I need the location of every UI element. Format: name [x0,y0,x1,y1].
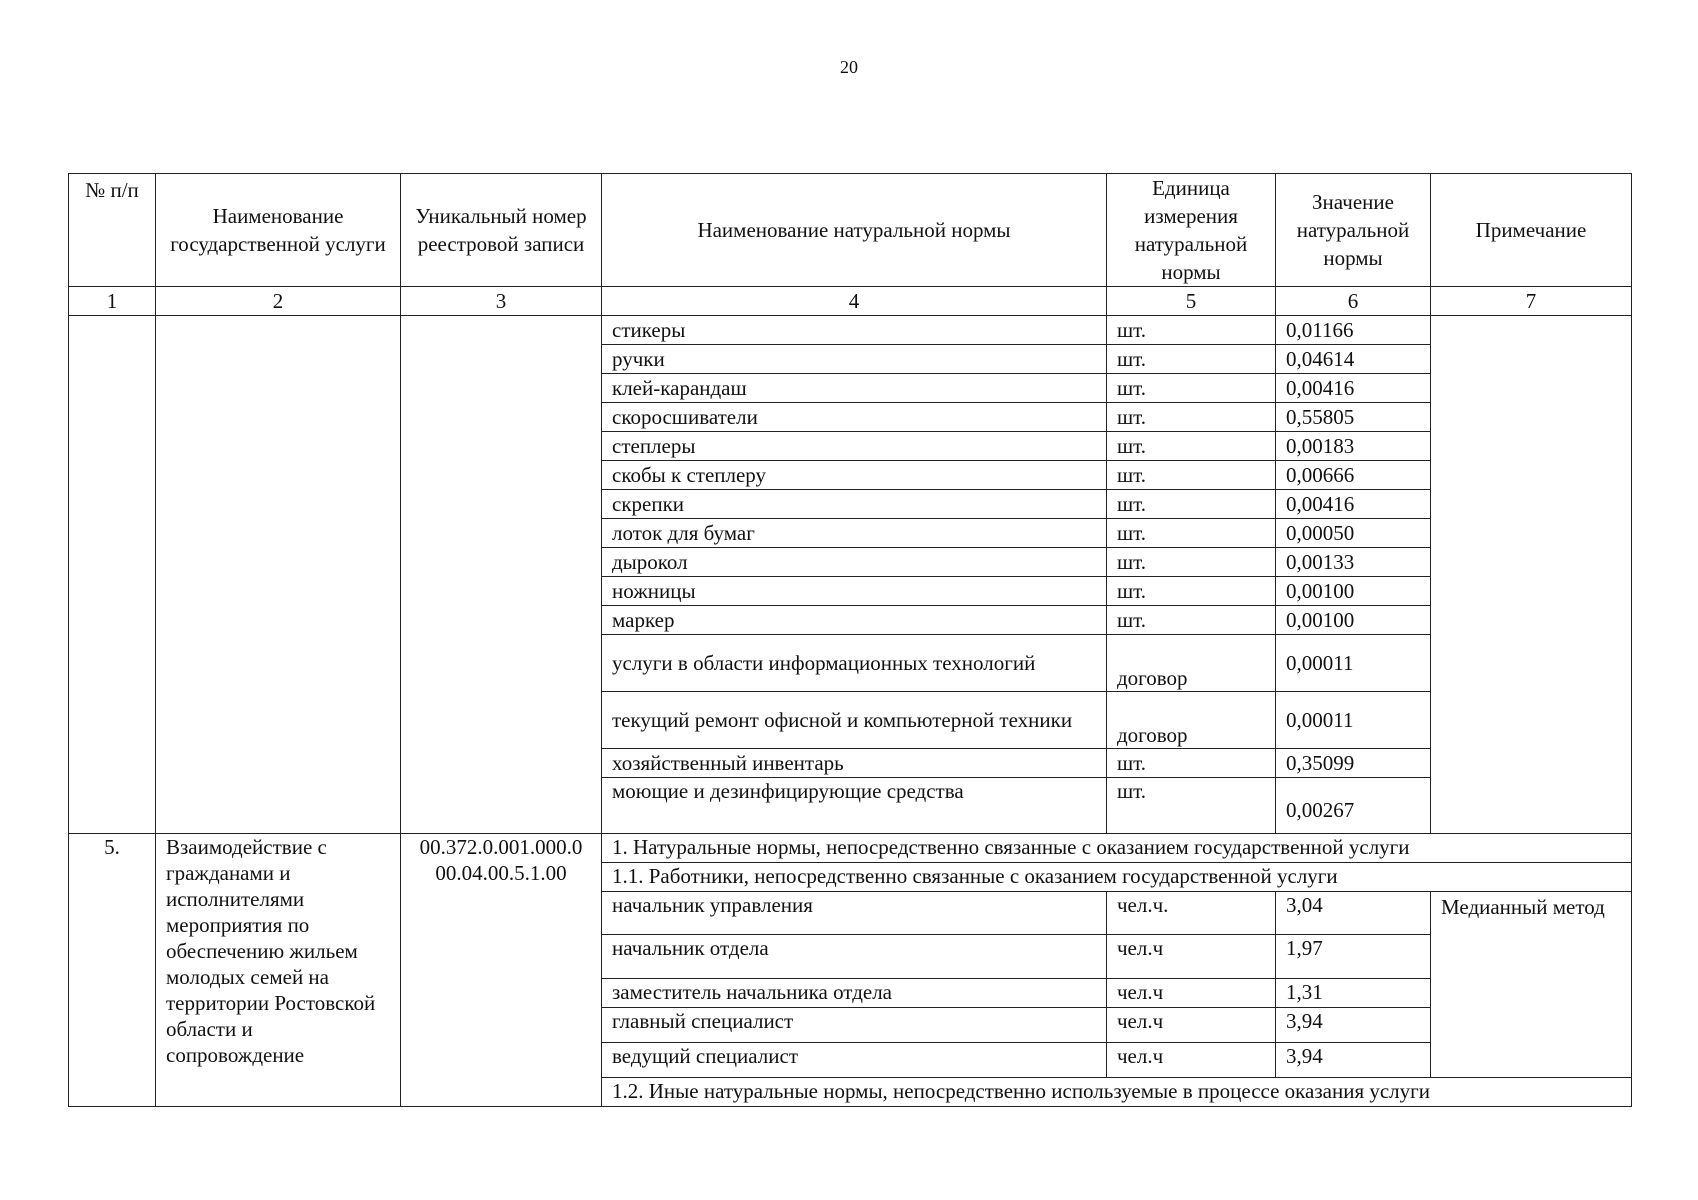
service-number: 5. [69,834,156,1107]
service-name-empty [156,316,401,834]
norm-name: ручки [602,345,1107,374]
staff-value: 3,04 [1276,892,1431,935]
column-number: 1 [69,287,156,316]
staff-unit: чел.ч. [1107,892,1276,935]
staff-value: 3,94 [1276,1043,1431,1078]
column-number: 7 [1431,287,1632,316]
table-row [69,834,1632,863]
staff-unit: чел.ч [1107,1008,1276,1043]
section-heading: 1.1. Работники, непосредственно связанные с оказанием государственной услуги [602,863,1632,892]
staff-position: главный специалист [602,1008,1107,1043]
norm-unit: шт. [1107,778,1276,834]
staff-unit: чел.ч [1107,935,1276,979]
header-norm-name: Наименование натуральной нормы [602,174,1107,287]
norm-unit: шт. [1107,577,1276,606]
norm-unit: шт. [1107,606,1276,635]
staff-value: 3,94 [1276,1008,1431,1043]
natural-norms-table [68,173,1632,1107]
column-number: 3 [401,287,602,316]
header-service-name: Наименование государственной услуги [156,174,401,287]
norm-value: 0,04614 [1276,345,1431,374]
norm-value: 0,35099 [1276,749,1431,778]
norm-value: 0,00050 [1276,519,1431,548]
norm-unit: шт. [1107,519,1276,548]
norm-name: лоток для бумаг [602,519,1107,548]
norm-name: маркер [602,606,1107,635]
header-number: № п/п [69,174,156,287]
norm-unit: шт. [1107,548,1276,577]
table-row [69,316,1632,345]
norm-name: моющие и дезинфицирующие средства [602,778,1107,834]
norm-name: скрепки [602,490,1107,519]
section-heading: 1.2. Иные натуральные нормы, непосредственно используемые в процессе оказания услуги [602,1078,1632,1107]
staff-position: начальник управления [602,892,1107,935]
norm-value: 0,55805 [1276,403,1431,432]
norm-name: хозяйственный инвентарь [602,749,1107,778]
section-heading: 1. Натуральные нормы, непосредственно связанные с оказанием государственной услуги [602,834,1632,863]
row-number-empty [69,316,156,834]
norm-value: 0,00416 [1276,374,1431,403]
norm-unit: шт. [1107,432,1276,461]
norm-value: 0,00666 [1276,461,1431,490]
column-number: 4 [602,287,1107,316]
norm-value: 0,00100 [1276,577,1431,606]
header-value: Значение натуральной нормы [1276,174,1431,287]
staff-position: заместитель начальника отдела [602,979,1107,1008]
norm-value: 0,00011 [1276,692,1431,749]
norm-unit: шт. [1107,403,1276,432]
norm-name: скобы к степлеру [602,461,1107,490]
norm-name: дырокол [602,548,1107,577]
column-number: 2 [156,287,401,316]
norm-unit: шт. [1107,345,1276,374]
table-header-row [69,174,1632,287]
staff-position: начальник отдела [602,935,1107,979]
registry-number: 00.372.0.001.000.0 00.04.00.5.1.00 [401,834,602,1107]
note-median-method: Медианный метод [1431,892,1632,1078]
norm-value: 0,00011 [1276,635,1431,692]
norm-unit: договор [1107,692,1276,749]
norm-value: 0,00267 [1276,778,1431,834]
norm-unit: шт. [1107,749,1276,778]
norm-value: 0,00183 [1276,432,1431,461]
column-numbers-row [69,287,1632,316]
norm-name: услуги в области информационных технологий [602,635,1107,692]
staff-unit: чел.ч [1107,979,1276,1008]
norm-value: 0,00100 [1276,606,1431,635]
norm-name: стикеры [602,316,1107,345]
norm-name: скоросшиватели [602,403,1107,432]
header-unit: Единица измерения натуральной нормы [1107,174,1276,287]
norm-name: степлеры [602,432,1107,461]
norm-unit: шт. [1107,461,1276,490]
norm-unit: шт. [1107,374,1276,403]
norm-name: текущий ремонт офисной и компьютерной техники [602,692,1107,749]
norm-name: ножницы [602,577,1107,606]
header-note: Примечание [1431,174,1632,287]
service-name: Взаимодействие с гражданами и исполнителями мероприятия по обеспечению жильем молодых семей на территории Ростовской области и сопровождение [156,834,401,1107]
staff-value: 1,31 [1276,979,1431,1008]
note-empty [1431,316,1632,834]
staff-position: ведущий специалист [602,1043,1107,1078]
column-number: 6 [1276,287,1431,316]
staff-unit: чел.ч [1107,1043,1276,1078]
norm-unit: шт. [1107,316,1276,345]
norm-value: 0,00416 [1276,490,1431,519]
norm-unit: шт. [1107,490,1276,519]
staff-value: 1,97 [1276,935,1431,979]
header-registry-number: Уникальный номер реестровой записи [401,174,602,287]
norm-name: клей-карандаш [602,374,1107,403]
norm-value: 0,01166 [1276,316,1431,345]
registry-number-empty [401,316,602,834]
norm-unit: договор [1107,635,1276,692]
column-number: 5 [1107,287,1276,316]
norm-value: 0,00133 [1276,548,1431,577]
page-number: 20 [840,57,858,77]
